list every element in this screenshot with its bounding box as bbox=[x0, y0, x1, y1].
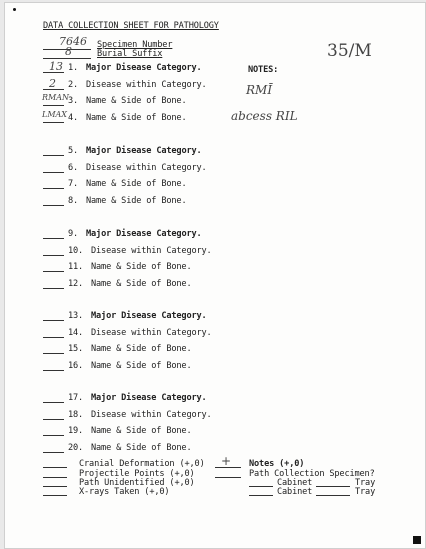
cranial-deformation-line[interactable] bbox=[215, 467, 241, 468]
footer-check-label: Projectile Points (+,0) bbox=[79, 469, 195, 479]
item-label: Disease within Category. bbox=[86, 162, 207, 173]
item-number: 18. bbox=[68, 409, 84, 420]
item-entry-line[interactable] bbox=[43, 205, 64, 206]
item-entry-line[interactable] bbox=[43, 288, 64, 289]
item-number: 10. bbox=[68, 245, 84, 256]
tray-label-2: Tray bbox=[355, 487, 376, 497]
item-entry-line[interactable] bbox=[43, 255, 64, 256]
major-disease-category-label: Major Disease Category. bbox=[86, 146, 202, 156]
item-number: 20. bbox=[68, 443, 84, 454]
cranial-deformation-mark: + bbox=[221, 454, 232, 468]
path-collection-line[interactable] bbox=[215, 477, 241, 478]
major-disease-category-label: Major Disease Category. bbox=[91, 393, 207, 403]
major-disease-category-label: Major Disease Category. bbox=[86, 229, 202, 239]
item-label: Name & Side of Bone. bbox=[86, 179, 187, 190]
notes-label: NOTES: bbox=[248, 65, 279, 75]
corner-mark bbox=[413, 536, 421, 544]
item-label: Name & Side of Bone. bbox=[86, 113, 187, 124]
item-entry-line[interactable] bbox=[43, 353, 64, 354]
tray-label-1: Tray bbox=[355, 478, 376, 488]
item-number: 8. bbox=[68, 196, 79, 207]
specimen-number-handwritten: 7646 bbox=[59, 35, 87, 48]
item-entry-line[interactable] bbox=[43, 370, 64, 371]
item-label: Name & Side of Bone. bbox=[91, 344, 192, 355]
item-label: Name & Side of Bone. bbox=[91, 262, 192, 273]
item-entry-handwritten: 2 bbox=[49, 76, 56, 90]
item-entry-line[interactable] bbox=[43, 402, 64, 403]
burial-suffix-handwritten: 8 bbox=[65, 45, 72, 58]
burial-suffix-label: Burial Suffix bbox=[97, 49, 163, 59]
footer-check-line[interactable] bbox=[43, 467, 67, 468]
item-number: 15. bbox=[68, 344, 84, 355]
note-handwritten-2: abcess RIL bbox=[231, 109, 298, 123]
major-disease-category-label: Major Disease Category. bbox=[86, 63, 202, 73]
footer-check-line[interactable] bbox=[43, 495, 67, 496]
item-number: 14. bbox=[68, 327, 84, 338]
item-entry-line[interactable] bbox=[43, 105, 64, 106]
cabinet-line-2[interactable] bbox=[249, 495, 273, 496]
footer-check-line[interactable] bbox=[43, 486, 67, 487]
item-number: 16. bbox=[68, 361, 84, 372]
hole-punch-mark bbox=[13, 8, 16, 11]
item-entry-handwritten: LMAX bbox=[42, 110, 67, 120]
item-number: 2. bbox=[68, 79, 79, 90]
cabinet-label-2: Cabinet bbox=[277, 487, 313, 497]
item-number: 13. bbox=[68, 311, 84, 321]
item-entry-line[interactable] bbox=[43, 238, 64, 239]
item-number: 19. bbox=[68, 426, 84, 437]
item-entry-line[interactable] bbox=[43, 320, 64, 321]
item-label: Disease within Category. bbox=[91, 327, 212, 338]
path-collection-label: Path Collection Specimen? bbox=[249, 469, 375, 479]
footer-notes-label: Notes (+,0) bbox=[249, 459, 305, 469]
item-entry-line[interactable] bbox=[43, 155, 64, 156]
note-handwritten-1: RMĪ bbox=[246, 83, 273, 97]
footer-check-label: Path Unidentified (+,0) bbox=[79, 478, 195, 488]
item-label: Name & Side of Bone. bbox=[86, 96, 187, 107]
footer-check-line[interactable] bbox=[43, 477, 67, 478]
item-number: 1. bbox=[68, 63, 79, 73]
footer-check-label: X-rays Taken (+,0) bbox=[79, 487, 170, 497]
item-entry-line[interactable] bbox=[43, 271, 64, 272]
item-label: Name & Side of Bone. bbox=[86, 196, 187, 207]
item-label: Name & Side of Bone. bbox=[91, 279, 192, 290]
tray-line-2[interactable] bbox=[316, 495, 350, 496]
item-entry-line[interactable] bbox=[43, 337, 64, 338]
item-label: Disease within Category. bbox=[91, 245, 212, 256]
item-label: Disease within Category. bbox=[91, 409, 212, 420]
burial-suffix-line[interactable] bbox=[43, 58, 91, 59]
item-label: Name & Side of Bone. bbox=[91, 361, 192, 372]
item-entry-line[interactable] bbox=[43, 172, 64, 173]
cabinet-line-1[interactable] bbox=[249, 486, 273, 487]
item-label: Name & Side of Bone. bbox=[91, 443, 192, 454]
item-number: 4. bbox=[68, 113, 79, 124]
specimen-number-label: Specimen Number bbox=[97, 40, 173, 50]
item-number: 17. bbox=[68, 393, 84, 403]
item-number: 9. bbox=[68, 229, 79, 239]
item-entry-line[interactable] bbox=[43, 188, 64, 189]
item-number: 5. bbox=[68, 146, 79, 156]
item-label: Disease within Category. bbox=[86, 79, 207, 90]
item-number: 11. bbox=[68, 262, 84, 273]
item-entry-line[interactable] bbox=[43, 122, 64, 123]
item-entry-handwritten: 13 bbox=[49, 60, 63, 73]
pathology-data-sheet bbox=[4, 2, 426, 549]
cabinet-label-1: Cabinet bbox=[277, 478, 313, 488]
age-sex-handwritten: 35/M bbox=[327, 41, 372, 61]
sheet-title: DATA COLLECTION SHEET FOR PATHOLOGY bbox=[43, 21, 219, 31]
item-number: 6. bbox=[68, 162, 79, 173]
item-number: 12. bbox=[68, 279, 84, 290]
major-disease-category-label: Major Disease Category. bbox=[91, 311, 207, 321]
footer-check-label: Cranial Deformation (+,0) bbox=[79, 459, 205, 469]
tray-line-1[interactable] bbox=[316, 486, 350, 487]
item-label: Name & Side of Bone. bbox=[91, 426, 192, 437]
item-entry-line[interactable] bbox=[43, 419, 64, 420]
item-number: 7. bbox=[68, 179, 79, 190]
item-entry-handwritten: RMAN bbox=[42, 93, 69, 103]
item-entry-line[interactable] bbox=[43, 452, 64, 453]
item-number: 3. bbox=[68, 96, 79, 107]
item-entry-line[interactable] bbox=[43, 435, 64, 436]
